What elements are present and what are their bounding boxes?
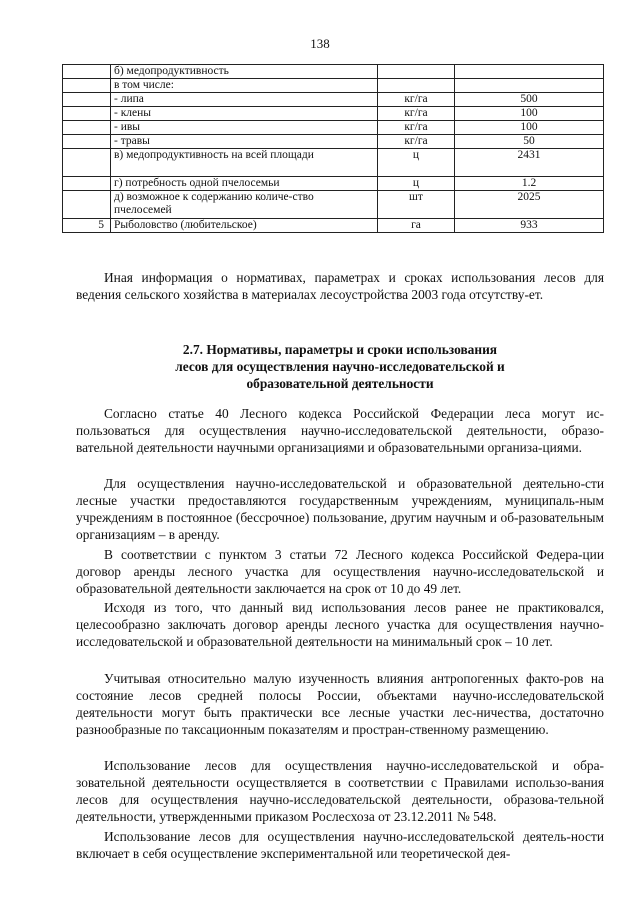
row-unit: шт bbox=[378, 191, 455, 219]
row-value: 933 bbox=[455, 219, 604, 233]
norms-table bbox=[62, 64, 604, 233]
body-paragraph: Для осуществления научно-исследовательской и образовательной деятельно-сти лесные участки предоставляются государственным учреждениям, муниципаль-ным учреждениям в постоянное (бессрочное) пользование, другим научным и об-разовательным организациям – в аренду. bbox=[76, 476, 604, 542]
row-value: 50 bbox=[455, 135, 604, 149]
heading-line: 2.7. Нормативы, параметры и сроки использования bbox=[182, 342, 498, 357]
row-name: - клены bbox=[111, 107, 378, 121]
row-name: б) медопродуктивность bbox=[111, 65, 378, 79]
body-paragraph: Использование лесов для осуществления научно-исследовательской деятель-ности включает в себя осуществление экспериментальной или теоретической дея- bbox=[76, 829, 604, 861]
body-paragraph: Использование лесов для осуществления научно-исследовательской и обра-зовательной деятельности осуществляется в соответствии с Правилами использо-вания лесов для осуществления научно-исследовательской деятельности, образова-тельной деятельности, утвержденными приказом Рослесхоза от 23.12.2011 № 548. bbox=[76, 758, 604, 824]
row-number bbox=[63, 93, 111, 107]
page-number: 138 bbox=[310, 36, 330, 51]
row-value: 1.2 bbox=[455, 177, 604, 191]
table-row bbox=[63, 191, 604, 219]
body-paragraph: В соответствии с пунктом 3 статьи 72 Лесного кодекса Российской Федера-ции договор аренды лесного участка для осуществления научно-исследовательской и образовательной деятельности заключается на срок от 10 до 49 лет. bbox=[76, 547, 604, 596]
row-unit: ц bbox=[378, 149, 455, 177]
table-row bbox=[63, 93, 604, 107]
row-value: 100 bbox=[455, 121, 604, 135]
row-value: 500 bbox=[455, 93, 604, 107]
row-number bbox=[63, 177, 111, 191]
row-unit bbox=[378, 79, 455, 93]
row-unit: кг/га bbox=[378, 93, 455, 107]
row-name: д) возможное к содержанию количе-ство пчелосемей bbox=[111, 191, 378, 219]
section-heading bbox=[76, 341, 604, 392]
table-row bbox=[63, 107, 604, 121]
table-row bbox=[63, 121, 604, 135]
table-row bbox=[63, 149, 604, 177]
row-name: - травы bbox=[111, 135, 378, 149]
row-number bbox=[63, 121, 111, 135]
row-value bbox=[455, 79, 604, 93]
intro-paragraph: Иная информация о нормативах, параметрах и сроках использования лесов для ведения сельского хозяйства в материалах лесоустройства 2003 года отсутству-ет. bbox=[76, 270, 604, 302]
row-name: - липа bbox=[111, 93, 378, 107]
row-unit bbox=[378, 65, 455, 79]
row-name: г) потребность одной пчелосемьи bbox=[111, 177, 378, 191]
row-name: в том числе: bbox=[111, 79, 378, 93]
row-name: в) медопродуктивность на всей площади bbox=[111, 149, 378, 177]
row-number bbox=[63, 79, 111, 93]
row-name: - ивы bbox=[111, 121, 378, 135]
table-row bbox=[63, 135, 604, 149]
heading-line: образовательной деятельности bbox=[246, 376, 434, 391]
row-number bbox=[63, 107, 111, 121]
row-number: 5 bbox=[63, 219, 111, 233]
table-row bbox=[63, 65, 604, 79]
table-row bbox=[63, 219, 604, 233]
row-value: 100 bbox=[455, 107, 604, 121]
row-name: Рыболовство (любительское) bbox=[111, 219, 378, 233]
body-paragraph: Учитывая относительно малую изученность влияния антропогенных факто-ров на состояние лесов средней полосы России, объектами научно-исследовательской деятельности могут быть практически все лесные участки лес-ничества, достаточно разнообразные по таксационным показателям и простран-ственному размещению. bbox=[76, 671, 604, 737]
row-number bbox=[63, 135, 111, 149]
row-number bbox=[63, 65, 111, 79]
row-value: 2025 bbox=[455, 191, 604, 219]
row-number bbox=[63, 191, 111, 219]
body-paragraph: Исходя из того, что данный вид использования лесов ранее не практиковался, целесообразно заключать договор аренды лесного участка для осуществления научно-исследовательской и образовательной деятельности на минимальный срок – 10 лет. bbox=[76, 600, 604, 649]
heading-line: лесов для осуществления научно-исследовательской и bbox=[175, 359, 505, 374]
table-row bbox=[63, 79, 604, 93]
table-row bbox=[63, 177, 604, 191]
body-paragraph: Согласно статье 40 Лесного кодекса Российской Федерации леса могут ис-пользоваться для осуществления научно-исследовательской деятельности, образо-вательной деятельности научными организациями и образовательными организа-циями. bbox=[76, 406, 604, 455]
row-number bbox=[63, 149, 111, 177]
row-value bbox=[455, 65, 604, 79]
row-unit: га bbox=[378, 219, 455, 233]
row-value: 2431 bbox=[455, 149, 604, 177]
row-unit: кг/га bbox=[378, 135, 455, 149]
row-unit: кг/га bbox=[378, 121, 455, 135]
row-unit: кг/га bbox=[378, 107, 455, 121]
row-unit: ц bbox=[378, 177, 455, 191]
